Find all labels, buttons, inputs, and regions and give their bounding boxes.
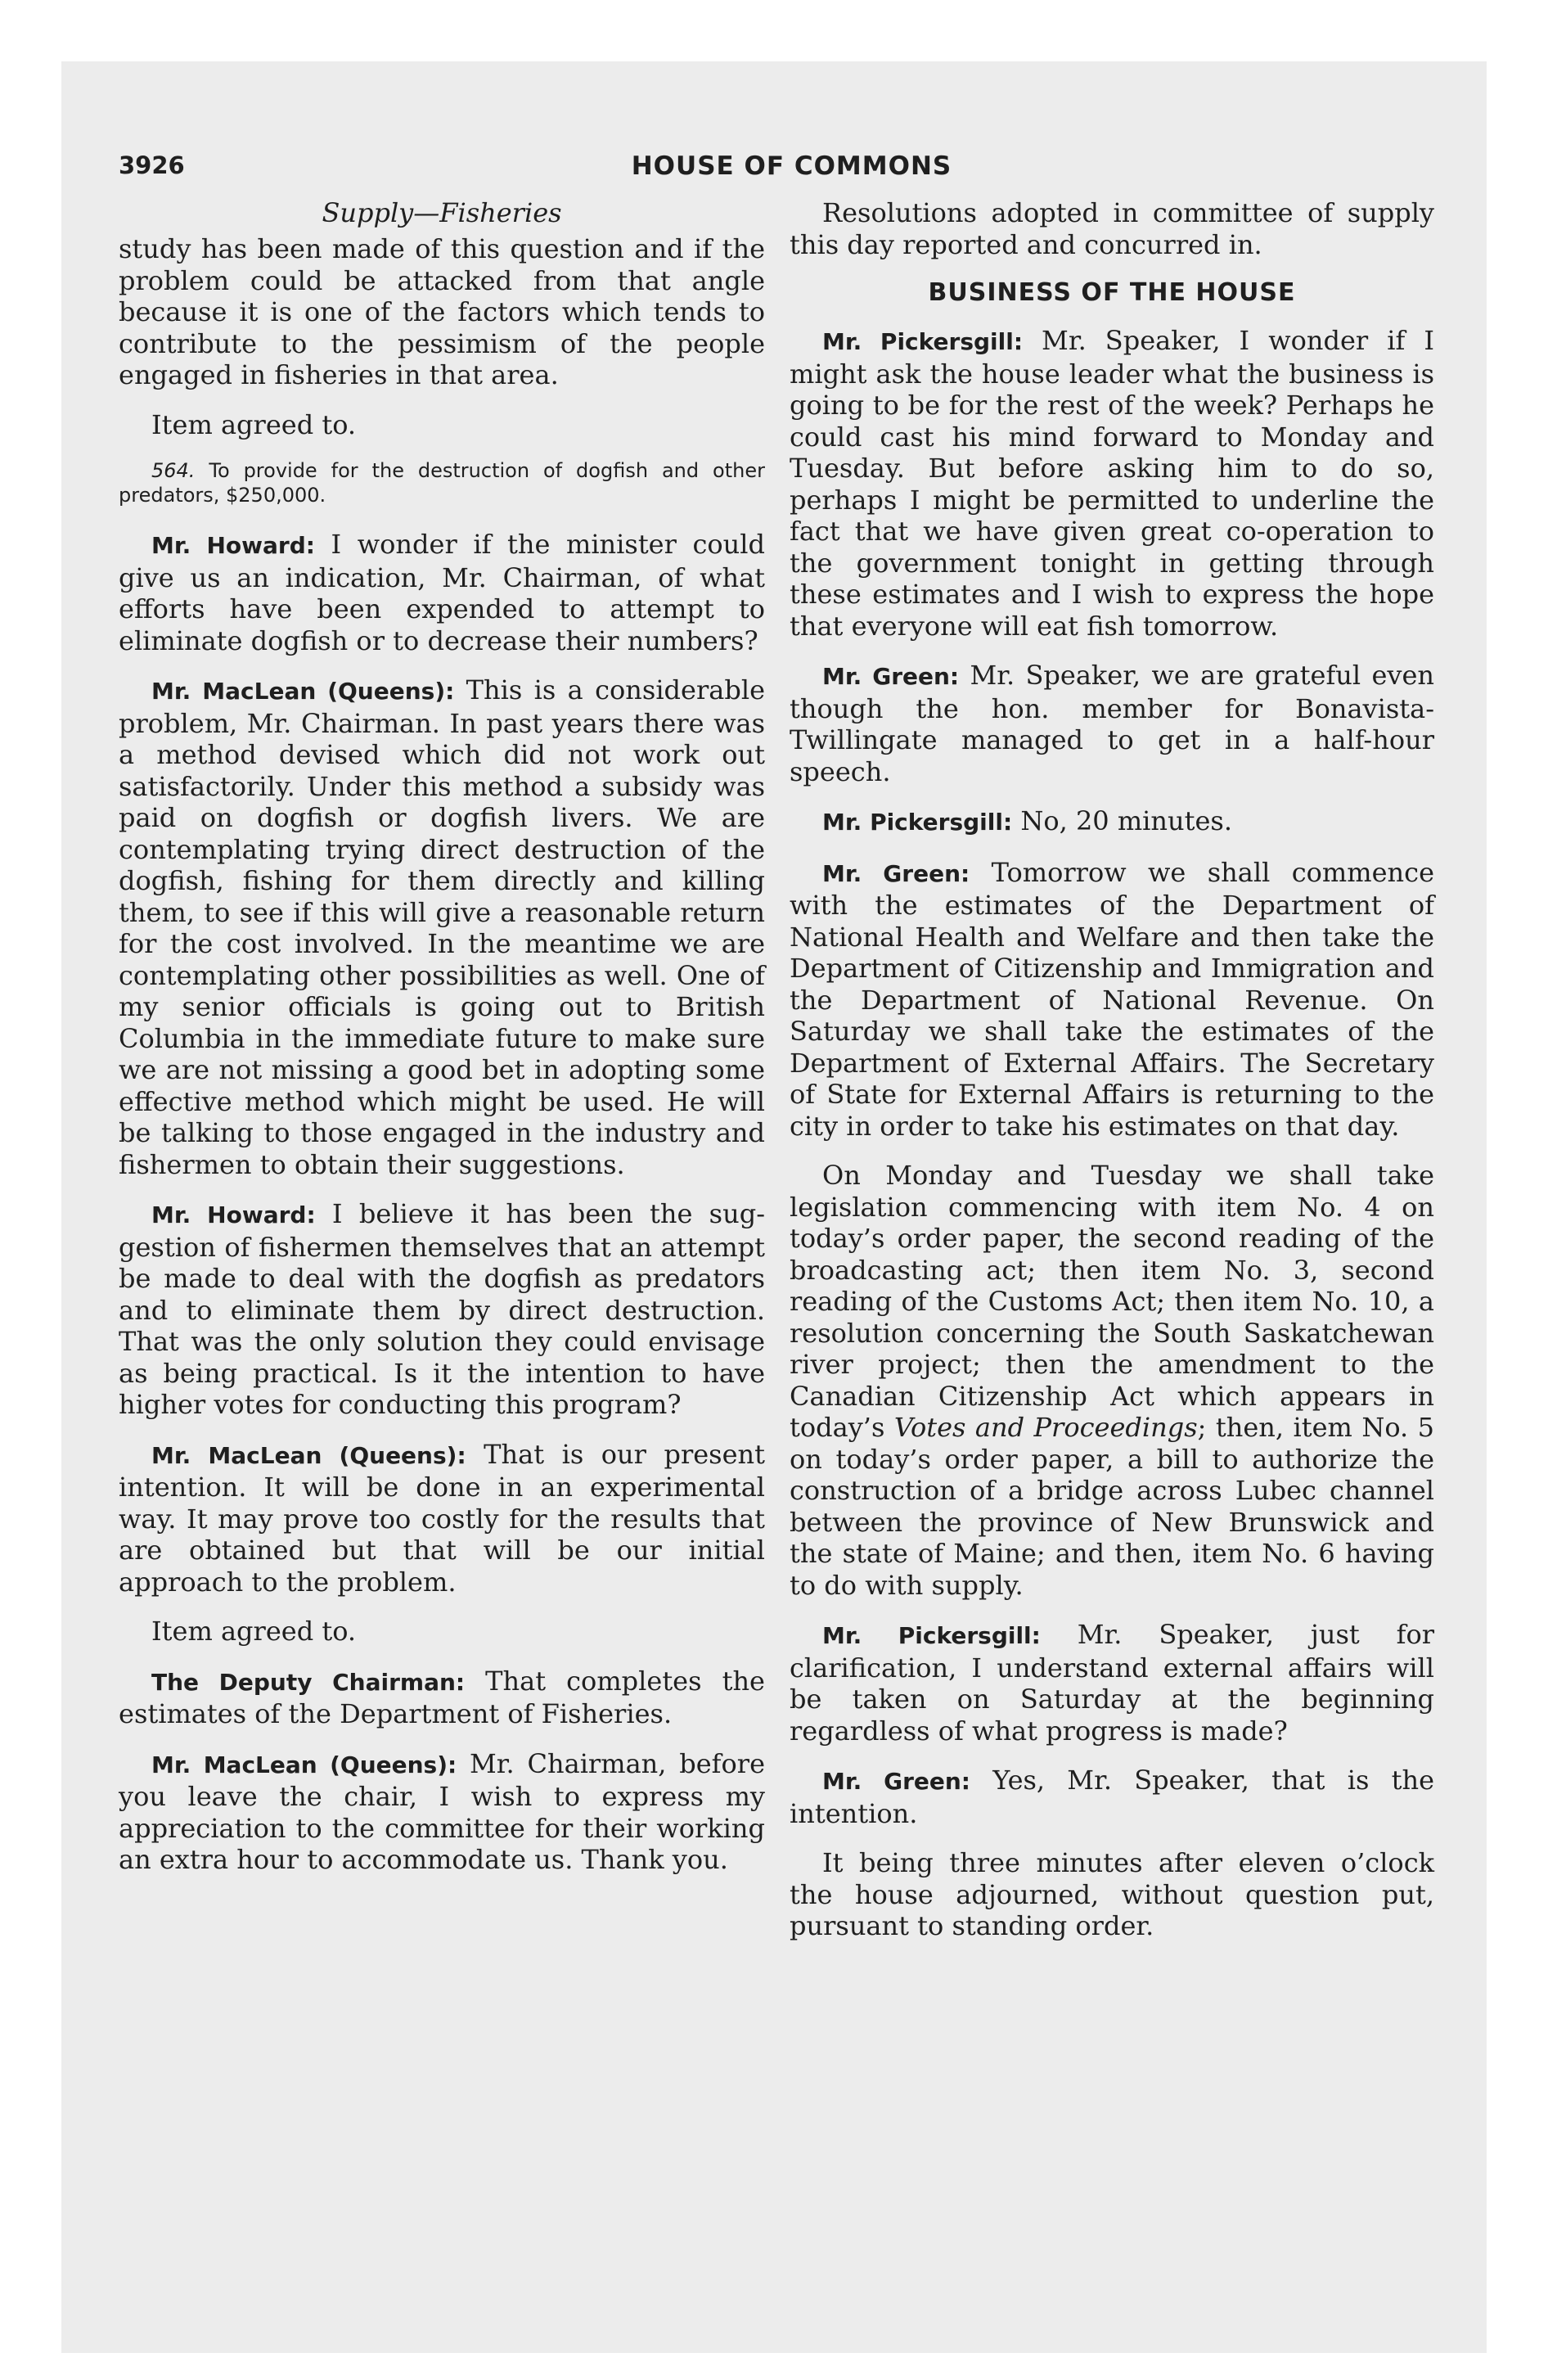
speech (119, 529, 765, 656)
running-header (119, 151, 1465, 197)
speech (790, 1765, 1434, 1829)
masthead: HOUSE OF COMMONS (631, 151, 952, 181)
estimate-item (119, 458, 765, 507)
hansard-page (119, 151, 1465, 2279)
speech (119, 1198, 765, 1421)
speech-text: I wonder if the minister could give us an indication, Mr. Chairman, of what efforts have been expended to attempt to eliminate dogfish or to decrease their numbers? (119, 529, 766, 656)
speaker-name: Mr. MacLean (Queens): (151, 1751, 457, 1778)
speaker-name: Mr. Howard: (151, 1201, 316, 1228)
speaker-name: The Deputy Chairman: (151, 1668, 466, 1696)
speaker-name: Mr. Howard: (151, 532, 315, 559)
speaker-name: Mr. Pickersgill: (822, 328, 1024, 355)
speech-text: Mr. Speaker, just for clarification, I understand external affairs will be taken on Saturday at the beginning regardless of what progress is made? (790, 1619, 1434, 1747)
speech (119, 1439, 765, 1598)
speech (790, 805, 1434, 839)
item-agreed: Item agreed to. (151, 1616, 357, 1647)
speech-text: Mr. Chairman, before you leave the chair, I wish to express my appreciation to the committee for their working an extra hour to accommodate us. Thank you. (119, 1747, 766, 1875)
left-column (119, 197, 765, 1894)
paragraph-text: On Monday and Tuesday we shall take legislation commencing with item No. 4 on today’s order paper, the second reading of the broadcasting act; then item No. 3, second reading of the Customs Act; then item No. 10, a resolution concerning the South Saskatchewan river project; then the amendment to the Canadian Citizenship Act which appears in today’s (790, 1160, 1434, 1443)
speech (790, 857, 1434, 1143)
right-column (790, 197, 1434, 1960)
speech-text: Mr. Speaker, I wonder if I might ask the house leader what the business is going to be for the rest of the week? Perhaps he could cast his mind forward to Monday and Tuesday. But before asking him to do so, perhaps I might be permitted to underline the fact that we have given great co-operation to the government tonight in getting through these estimates and I wish to express the hope that everyone will eat fish tomorrow. (790, 325, 1434, 642)
item-number: 564. (151, 459, 196, 482)
speech (790, 660, 1434, 787)
paragraph (790, 1160, 1434, 1601)
speaker-name: Mr. Green: (822, 1768, 971, 1795)
italic-title: Votes and Proceedings (893, 1412, 1198, 1443)
speech-text: That completes the estimates of the Department of Fisheries. (119, 1665, 765, 1729)
speech-text: No, 20 minutes. (1012, 805, 1233, 836)
speech (790, 325, 1434, 642)
speech-text: Yes, Mr. Speaker, that is the intention. (790, 1765, 1435, 1829)
speech (119, 674, 765, 1180)
speech-text: This is a considerable problem, Mr. Chairman. In past years there was a method devised which did not work out satisfactorily. Under this method a subsidy was paid on dogfish or dogfish livers. We are contemplating trying direct destruction of the dogfish, fishing for them directly and killing them, to see if this will give a reasonable return for the cost involved. In the meantime we are contemplating other possibilities as well. One of my senior officials is going out to British Columbia in the immediate future to make sure we are not missing a good bet in adopting some effective method which might be used. He will be talking to those engaged in the industry and fishermen to obtain their suggestions. (119, 674, 765, 1180)
speaker-name: Mr. MacLean (Queens): (151, 1441, 466, 1469)
speech-text: Tomorrow we shall commence with the estimates of the Department of National Health and Welfare and then take the Department of Citizenship and Immigration and the Department of National Revenue. On Saturday we shall take the estimates of the Department of External Affairs. The Secretary of State for External Affairs is returning to the city in order to take his estimates on that day. (790, 856, 1434, 1142)
page-number: 3926 (119, 151, 185, 179)
item-text: To provide for the destruction of dogfish and other predators, $250,000. (119, 459, 765, 507)
speaker-name: Mr. Green: (822, 663, 960, 690)
speech-text: Mr. Speaker, we are grateful even though the hon. member for Bonavista-Twillingate managed to get in a half-hour speech. (790, 660, 1435, 787)
speaker-name: Mr. Pickersgill: (822, 809, 1013, 836)
speaker-name: Mr. Green: (822, 859, 970, 887)
section-heading: BUSINESS OF THE HOUSE (928, 278, 1296, 307)
item-agreed: Item agreed to. (151, 408, 357, 440)
speaker-name: Mr. Pickersgill: (822, 1622, 1041, 1649)
speech-text: I believe it has been the suggestion of fishermen themselves that an attempt be made to deal with the dogfish as predators and to eliminate them by direct destruction. That was the only solution they could envisage as being practical. Is it the intention to have higher votes for conducting this program? (119, 1198, 766, 1420)
speech (119, 1666, 765, 1730)
speech-text: That is our present intention. It will be done in an experimental way. It may prove too costly for the results that are obtained but that will be our initial approach to the problem. (119, 1438, 765, 1598)
paragraph-text: ; then, item No. 5 on today’s order paper, a bill to authorize the construction of a bridge across Lubec channel between the province of New Brunswick and the state of Maine; and then, item No. 6 having to do with supply. (790, 1412, 1435, 1601)
paragraph: Resolutions adopted in committee of supply this day reported and concurred in. (790, 197, 1434, 260)
speech (119, 1748, 765, 1876)
paragraph: study has been made of this question and if the problem could be attacked from that angle because it is one of the factors which tends to contribute to the pessimism of the people engaged in fisheries in that area. (119, 233, 765, 390)
paragraph: It being three minutes after eleven o’clock the house adjourned, without question put, pursuant to standing order. (790, 1847, 1434, 1941)
speech (790, 1619, 1434, 1747)
section-subhead: Supply—Fisheries (322, 197, 562, 228)
speaker-name: Mr. MacLean (Queens): (151, 678, 455, 705)
